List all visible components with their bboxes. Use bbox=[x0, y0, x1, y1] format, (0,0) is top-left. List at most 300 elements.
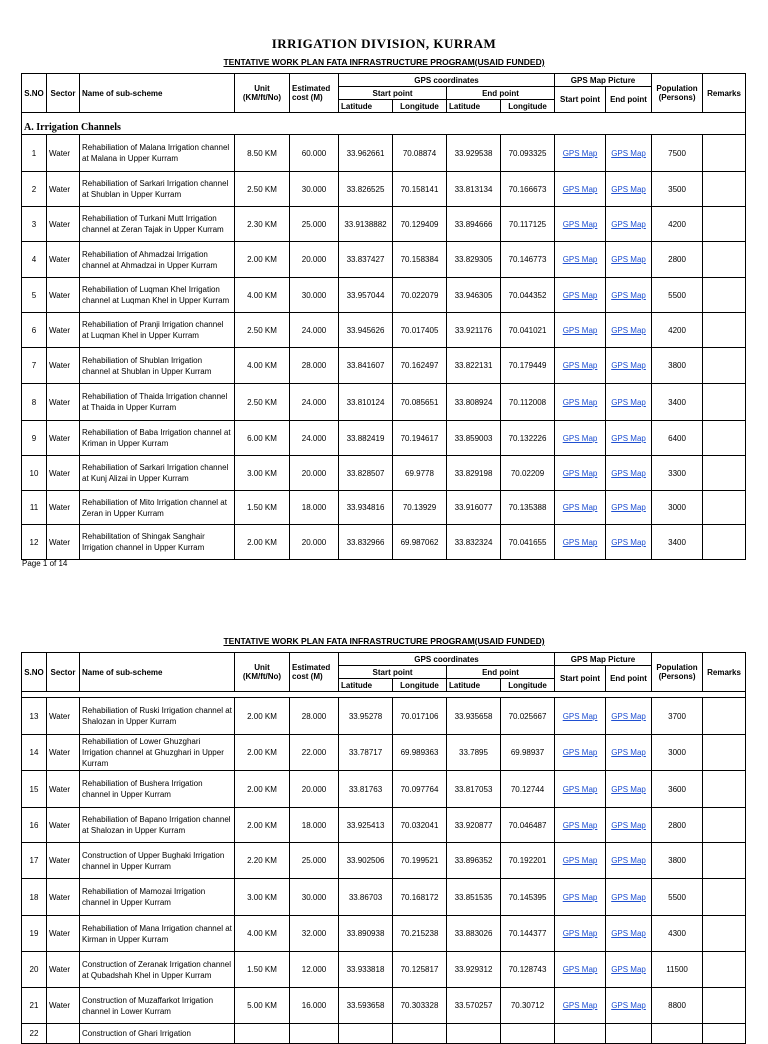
row-sno: 19 bbox=[22, 916, 47, 952]
row-population: 3000 bbox=[652, 491, 703, 525]
row-population: 5500 bbox=[652, 879, 703, 916]
row-map-end-cell bbox=[606, 491, 652, 525]
row-map-start-link[interactable]: GPS Map bbox=[562, 468, 598, 478]
row-end-lat: 33.808924 bbox=[447, 384, 501, 421]
row-end-lat: 33.851535 bbox=[447, 879, 501, 916]
row-cost: 30.000 bbox=[290, 879, 339, 916]
row-unit: 4.00 KM bbox=[235, 348, 290, 384]
row-map-start-cell bbox=[555, 843, 606, 879]
row-sector: Water bbox=[47, 771, 80, 808]
header-map-start: Start point bbox=[555, 87, 606, 113]
row-cost: 30.000 bbox=[290, 278, 339, 313]
row-start-lat: 33.78717 bbox=[339, 735, 393, 771]
table-row bbox=[22, 384, 746, 421]
row-end-lon bbox=[501, 1024, 555, 1044]
row-map-end-link[interactable]: GPS Map bbox=[611, 929, 646, 938]
row-cost: 20.000 bbox=[290, 771, 339, 808]
section-heading: A. Irrigation Channels bbox=[22, 121, 746, 135]
row-map-start-link[interactable]: GPS Map bbox=[562, 892, 598, 902]
table-row bbox=[22, 313, 746, 348]
row-name: Construction of Zeranak Irrigation channel at Qubadshah Khel in Upper Kurram bbox=[80, 952, 235, 988]
row-sno: 2 bbox=[22, 172, 47, 207]
row-name: Rehabiliation of Thaida Irrigation channel at Thaida in Upper Kurram bbox=[80, 384, 235, 421]
row-map-end-link[interactable]: GPS Map bbox=[611, 892, 646, 902]
row-map-start-cell bbox=[555, 916, 606, 952]
row-map-start-link[interactable]: GPS Map bbox=[562, 965, 598, 974]
row-population: 5500 bbox=[652, 278, 703, 313]
row-sector: Water bbox=[47, 952, 80, 988]
header-start-lat: Latitude bbox=[339, 679, 393, 692]
row-map-end-cell bbox=[606, 952, 652, 988]
row-sector: Water bbox=[47, 491, 80, 525]
row-map-end-cell bbox=[606, 771, 652, 808]
row-map-end-cell bbox=[606, 879, 652, 916]
table-row bbox=[22, 207, 746, 242]
row-unit bbox=[235, 1024, 290, 1044]
row-map-start-link[interactable]: GPS Map bbox=[562, 929, 598, 938]
row-sector: Water bbox=[47, 172, 80, 207]
row-map-start-link[interactable]: GPS Map bbox=[562, 856, 598, 865]
row-map-end-cell bbox=[606, 242, 652, 278]
row-map-start-cell bbox=[555, 172, 606, 207]
row-map-start-cell bbox=[555, 348, 606, 384]
row-population: 7500 bbox=[652, 135, 703, 172]
row-population: 2800 bbox=[652, 242, 703, 278]
row-sector: Water bbox=[47, 421, 80, 456]
row-remarks bbox=[703, 952, 746, 988]
row-unit: 8.50 KM bbox=[235, 135, 290, 172]
row-end-lat: 33.822131 bbox=[447, 348, 501, 384]
row-unit: 2.00 KM bbox=[235, 735, 290, 771]
row-unit: 3.00 KM bbox=[235, 879, 290, 916]
row-map-start-link[interactable]: GPS Map bbox=[562, 148, 598, 158]
row-cost: 25.000 bbox=[290, 207, 339, 242]
row-map-end-link[interactable]: GPS Map bbox=[611, 361, 646, 370]
row-start-lat: 33.828507 bbox=[339, 456, 393, 491]
row-end-lon: 70.12744 bbox=[501, 771, 555, 808]
row-name: Rehabiliation of Mamozai Irrigation channel in Upper Kurram bbox=[80, 879, 235, 916]
row-map-end-cell bbox=[606, 916, 652, 952]
row-map-start-link[interactable]: GPS Map bbox=[562, 748, 598, 757]
row-map-start-cell bbox=[555, 384, 606, 421]
row-sector: Water bbox=[47, 808, 80, 843]
row-name: Rehabiliation of Pranji Irrigation channel at Luqman Khel in Upper Kurram bbox=[80, 313, 235, 348]
row-remarks bbox=[703, 916, 746, 952]
header-sector: Sector bbox=[47, 653, 80, 692]
header-cost: Estimated cost (M) bbox=[290, 653, 339, 692]
row-cost bbox=[290, 1024, 339, 1044]
row-end-lat bbox=[447, 1024, 501, 1044]
header-end-point: End point bbox=[447, 87, 555, 100]
row-sector: Water bbox=[47, 735, 80, 771]
row-sector: Water bbox=[47, 843, 80, 879]
row-population: 6400 bbox=[652, 421, 703, 456]
row-map-end-cell bbox=[606, 843, 652, 879]
row-map-start-link[interactable]: GPS Map bbox=[562, 290, 598, 300]
row-map-start-link[interactable]: GPS Map bbox=[562, 537, 598, 547]
row-name: Rehabiliation of Lower Ghuzghari Irrigation channel at Ghuzghari in Upper Kurram bbox=[80, 735, 235, 771]
row-start-lat: 33.962661 bbox=[339, 135, 393, 172]
row-sno: 5 bbox=[22, 278, 47, 313]
row-map-end-link[interactable]: GPS Map bbox=[611, 856, 646, 865]
table-row bbox=[22, 421, 746, 456]
row-map-end-link[interactable]: GPS Map bbox=[611, 711, 646, 721]
row-map-start-cell bbox=[555, 952, 606, 988]
row-sno: 3 bbox=[22, 207, 47, 242]
row-end-lat: 33.829198 bbox=[447, 456, 501, 491]
row-map-end-link[interactable]: GPS Map bbox=[611, 184, 646, 194]
row-sector: Water bbox=[47, 698, 80, 735]
row-cost: 18.000 bbox=[290, 491, 339, 525]
row-end-lat: 33.935658 bbox=[447, 698, 501, 735]
row-map-start-cell bbox=[555, 735, 606, 771]
header-remarks: Remarks bbox=[703, 653, 746, 692]
row-map-end-cell bbox=[606, 172, 652, 207]
row-unit: 1.50 KM bbox=[235, 491, 290, 525]
row-map-start-cell bbox=[555, 988, 606, 1024]
row-end-lon: 70.046487 bbox=[501, 808, 555, 843]
header-end-lat: Latitude bbox=[447, 100, 501, 113]
row-name: Rehabiliation of Sarkari Irrigation channel at Shublan in Upper Kurram bbox=[80, 172, 235, 207]
row-start-lat: 33.86703 bbox=[339, 879, 393, 916]
row-sno: 18 bbox=[22, 879, 47, 916]
row-start-lon: 69.9778 bbox=[393, 456, 447, 491]
row-population: 3400 bbox=[652, 525, 703, 560]
header-name: Name of sub-scheme bbox=[80, 74, 235, 113]
row-population: 3500 bbox=[652, 172, 703, 207]
row-map-end-link[interactable]: GPS Map bbox=[611, 537, 646, 547]
row-end-lat: 33.894666 bbox=[447, 207, 501, 242]
row-remarks bbox=[703, 135, 746, 172]
row-unit: 3.00 KM bbox=[235, 456, 290, 491]
header-map: GPS Map Picture bbox=[555, 653, 652, 666]
row-cost: 12.000 bbox=[290, 952, 339, 988]
row-sno: 16 bbox=[22, 808, 47, 843]
row-start-lon: 70.022079 bbox=[393, 278, 447, 313]
row-name: Rehabiliation of Sarkari Irrigation channel at Kunj Alizai in Upper Kurram bbox=[80, 456, 235, 491]
row-start-lon: 70.303328 bbox=[393, 988, 447, 1024]
row-remarks bbox=[703, 698, 746, 735]
row-map-end-link[interactable]: GPS Map bbox=[611, 397, 646, 407]
row-remarks bbox=[703, 348, 746, 384]
row-start-lon: 70.032041 bbox=[393, 808, 447, 843]
row-map-end-link[interactable]: GPS Map bbox=[611, 433, 646, 443]
row-map-end-cell bbox=[606, 988, 652, 1024]
row-map-start-link[interactable]: GPS Map bbox=[562, 433, 598, 443]
row-map-end-link[interactable]: GPS Map bbox=[611, 784, 646, 794]
row-name: Construction of Upper Bughaki Irrigation channel in Upper Kurram bbox=[80, 843, 235, 879]
row-remarks bbox=[703, 172, 746, 207]
row-map-end-cell bbox=[606, 278, 652, 313]
header-population: Population (Persons) bbox=[652, 74, 703, 113]
row-sector bbox=[47, 1024, 80, 1044]
row-sector: Water bbox=[47, 242, 80, 278]
row-start-lon: 70.085651 bbox=[393, 384, 447, 421]
row-start-lon: 70.017405 bbox=[393, 313, 447, 348]
row-cost: 22.000 bbox=[290, 735, 339, 771]
header-start-lon: Longitude bbox=[393, 679, 447, 692]
table-row bbox=[22, 879, 746, 916]
row-start-lat: 33.902506 bbox=[339, 843, 393, 879]
header-remarks: Remarks bbox=[703, 74, 746, 113]
row-population: 3400 bbox=[652, 384, 703, 421]
table-row bbox=[22, 491, 746, 525]
row-unit: 2.20 KM bbox=[235, 843, 290, 879]
row-cost: 25.000 bbox=[290, 843, 339, 879]
page2-subtitle: TENTATIVE WORK PLAN FATA INFRASTRUCTURE PROGRAM(USAID FUNDED) bbox=[223, 636, 545, 646]
row-unit: 6.00 KM bbox=[235, 421, 290, 456]
row-end-lon: 70.30712 bbox=[501, 988, 555, 1024]
row-end-lat: 33.929312 bbox=[447, 952, 501, 988]
row-map-start-cell bbox=[555, 491, 606, 525]
row-cost: 20.000 bbox=[290, 525, 339, 560]
row-end-lon: 70.135388 bbox=[501, 491, 555, 525]
row-end-lon: 70.179449 bbox=[501, 348, 555, 384]
row-remarks bbox=[703, 421, 746, 456]
row-end-lat: 33.7895 bbox=[447, 735, 501, 771]
row-start-lat: 33.837427 bbox=[339, 242, 393, 278]
row-cost: 24.000 bbox=[290, 313, 339, 348]
row-name: Rehabiliation of Mito Irrigation channel at Zeran in Upper Kurram bbox=[80, 491, 235, 525]
row-start-lon: 69.987062 bbox=[393, 525, 447, 560]
row-start-lon: 70.158384 bbox=[393, 242, 447, 278]
row-start-lat: 33.925413 bbox=[339, 808, 393, 843]
row-map-start-link[interactable]: GPS Map bbox=[562, 255, 598, 264]
row-population bbox=[652, 1024, 703, 1044]
row-end-lon: 70.132226 bbox=[501, 421, 555, 456]
row-map-start-link[interactable]: GPS Map bbox=[562, 361, 598, 370]
row-map-end-link[interactable]: GPS Map bbox=[611, 820, 646, 830]
row-sector: Water bbox=[47, 348, 80, 384]
row-sno: 17 bbox=[22, 843, 47, 879]
row-end-lon: 70.041655 bbox=[501, 525, 555, 560]
page1-table bbox=[21, 73, 746, 560]
row-sector: Water bbox=[47, 135, 80, 172]
row-end-lat: 33.832324 bbox=[447, 525, 501, 560]
header-gps: GPS coordinates bbox=[339, 74, 555, 87]
row-map-start-cell bbox=[555, 698, 606, 735]
page1-subtitle: TENTATIVE WORK PLAN FATA INFRASTRUCTURE PROGRAM(USAID FUNDED) bbox=[223, 57, 545, 67]
row-cost: 60.000 bbox=[290, 135, 339, 172]
row-end-lat: 33.916077 bbox=[447, 491, 501, 525]
row-cost: 18.000 bbox=[290, 808, 339, 843]
row-name: Rehabilitation of Shingak Sanghair Irrigation channel in Upper Kurram bbox=[80, 525, 235, 560]
row-sector: Water bbox=[47, 207, 80, 242]
row-map-start-cell bbox=[555, 771, 606, 808]
row-end-lon: 70.044352 bbox=[501, 278, 555, 313]
row-name: Rehabiliation of Ruski Irrigation channel at Shalozan in Upper Kurram bbox=[80, 698, 235, 735]
header-start-lat: Latitude bbox=[339, 100, 393, 113]
row-remarks bbox=[703, 525, 746, 560]
row-map-end-link[interactable]: GPS Map bbox=[611, 290, 646, 300]
row-end-lon: 70.128743 bbox=[501, 952, 555, 988]
table-row bbox=[22, 278, 746, 313]
row-name: Rehabiliation of Baba Irrigation channel at Kriman in Upper Kurram bbox=[80, 421, 235, 456]
row-map-end-link[interactable]: GPS Map bbox=[611, 503, 646, 512]
row-population: 8800 bbox=[652, 988, 703, 1024]
table-row bbox=[22, 952, 746, 988]
row-end-lat: 33.929538 bbox=[447, 135, 501, 172]
row-start-lat: 33.9138882 bbox=[339, 207, 393, 242]
row-start-lon: 70.168172 bbox=[393, 879, 447, 916]
row-sno: 6 bbox=[22, 313, 47, 348]
row-population: 3000 bbox=[652, 735, 703, 771]
row-map-start-link[interactable]: GPS Map bbox=[562, 820, 598, 830]
row-map-start-cell bbox=[555, 879, 606, 916]
header-start-point: Start point bbox=[339, 87, 447, 100]
row-map-end-cell bbox=[606, 384, 652, 421]
row-population: 3700 bbox=[652, 698, 703, 735]
row-map-start-link[interactable]: GPS Map bbox=[562, 711, 598, 721]
row-name: Construction of Muzaffarkot Irrigation channel in Lower Kurram bbox=[80, 988, 235, 1024]
row-end-lat: 33.817053 bbox=[447, 771, 501, 808]
row-cost: 28.000 bbox=[290, 348, 339, 384]
row-unit: 2.00 KM bbox=[235, 525, 290, 560]
header-map: GPS Map Picture bbox=[555, 74, 652, 87]
table-row bbox=[22, 348, 746, 384]
row-sector: Water bbox=[47, 916, 80, 952]
header-sno: S.NO bbox=[22, 653, 47, 692]
row-start-lon: 70.125817 bbox=[393, 952, 447, 988]
header-population: Population (Persons) bbox=[652, 653, 703, 692]
table-row bbox=[22, 916, 746, 952]
row-end-lon: 70.02209 bbox=[501, 456, 555, 491]
row-end-lon: 70.117125 bbox=[501, 207, 555, 242]
table-row bbox=[22, 456, 746, 491]
row-start-lon: 70.194617 bbox=[393, 421, 447, 456]
row-cost: 24.000 bbox=[290, 384, 339, 421]
row-unit: 2.00 KM bbox=[235, 242, 290, 278]
row-start-lat: 33.832966 bbox=[339, 525, 393, 560]
table-row bbox=[22, 242, 746, 278]
row-name: Rehabiliation of Ahmadzai Irrigation channel at Ahmadzai in Upper Kurram bbox=[80, 242, 235, 278]
row-map-start-link[interactable]: GPS Map bbox=[562, 219, 598, 229]
row-end-lon: 70.025667 bbox=[501, 698, 555, 735]
row-remarks bbox=[703, 808, 746, 843]
row-end-lon: 70.166673 bbox=[501, 172, 555, 207]
header-start-point: Start point bbox=[339, 666, 447, 679]
row-map-start-cell bbox=[555, 808, 606, 843]
row-map-start-link[interactable]: GPS Map bbox=[562, 397, 598, 407]
row-start-lat: 33.95278 bbox=[339, 698, 393, 735]
header-end-lon: Longitude bbox=[501, 100, 555, 113]
row-population: 3800 bbox=[652, 348, 703, 384]
row-map-end-cell bbox=[606, 348, 652, 384]
row-sno: 8 bbox=[22, 384, 47, 421]
row-start-lon bbox=[393, 1024, 447, 1044]
row-map-end-link[interactable]: GPS Map bbox=[611, 965, 646, 974]
row-map-end-link[interactable]: GPS Map bbox=[611, 148, 646, 158]
row-map-start-link[interactable]: GPS Map bbox=[562, 784, 598, 794]
row-map-start-cell bbox=[555, 313, 606, 348]
row-name: Rehabiliation of Shublan Irrigation channel at Shublan in Upper Kurram bbox=[80, 348, 235, 384]
row-start-lon: 70.13929 bbox=[393, 491, 447, 525]
row-end-lon: 70.041021 bbox=[501, 313, 555, 348]
row-map-start-link[interactable]: GPS Map bbox=[562, 325, 598, 335]
row-remarks bbox=[703, 207, 746, 242]
row-name: Construction of Ghari Irrigation bbox=[80, 1024, 235, 1044]
row-remarks bbox=[703, 313, 746, 348]
row-map-end-cell bbox=[606, 735, 652, 771]
row-map-end-link[interactable]: GPS Map bbox=[611, 468, 646, 478]
row-population: 4200 bbox=[652, 313, 703, 348]
table-row bbox=[22, 843, 746, 879]
row-end-lon: 70.145395 bbox=[501, 879, 555, 916]
row-map-end-link[interactable]: GPS Map bbox=[611, 748, 646, 757]
row-end-lon: 70.144377 bbox=[501, 916, 555, 952]
row-remarks bbox=[703, 242, 746, 278]
row-map-start-link[interactable]: GPS Map bbox=[562, 184, 598, 194]
row-sno: 11 bbox=[22, 491, 47, 525]
row-map-start-cell bbox=[555, 242, 606, 278]
row-start-lon: 70.08874 bbox=[393, 135, 447, 172]
row-start-lat: 33.810124 bbox=[339, 384, 393, 421]
row-population: 3600 bbox=[652, 771, 703, 808]
row-sno: 15 bbox=[22, 771, 47, 808]
row-start-lon: 70.158141 bbox=[393, 172, 447, 207]
row-sector: Water bbox=[47, 525, 80, 560]
row-start-lon: 69.989363 bbox=[393, 735, 447, 771]
row-map-end-link[interactable]: GPS Map bbox=[611, 255, 646, 264]
row-map-start-cell bbox=[555, 278, 606, 313]
row-start-lat: 33.826525 bbox=[339, 172, 393, 207]
row-end-lat: 33.946305 bbox=[447, 278, 501, 313]
row-start-lon: 70.129409 bbox=[393, 207, 447, 242]
row-map-start-cell bbox=[555, 525, 606, 560]
row-map-start-link[interactable]: GPS Map bbox=[562, 503, 598, 512]
header-map-start: Start point bbox=[555, 666, 606, 692]
row-sno: 13 bbox=[22, 698, 47, 735]
row-end-lon: 70.146773 bbox=[501, 242, 555, 278]
row-cost: 32.000 bbox=[290, 916, 339, 952]
row-map-end-cell bbox=[606, 525, 652, 560]
row-map-end-link[interactable]: GPS Map bbox=[611, 219, 646, 229]
row-unit: 4.00 KM bbox=[235, 278, 290, 313]
row-name: Rehabiliation of Bushera Irrigation channel in Upper Kurram bbox=[80, 771, 235, 808]
row-population: 4300 bbox=[652, 916, 703, 952]
document-title: IRRIGATION DIVISION, KURRAM bbox=[271, 36, 497, 51]
header-start-lon: Longitude bbox=[393, 100, 447, 113]
row-remarks bbox=[703, 456, 746, 491]
row-map-end-link[interactable]: GPS Map bbox=[611, 325, 646, 335]
row-unit: 5.00 KM bbox=[235, 988, 290, 1024]
row-sector: Water bbox=[47, 988, 80, 1024]
row-sno: 4 bbox=[22, 242, 47, 278]
row-sno: 22 bbox=[22, 1024, 47, 1044]
header-sector: Sector bbox=[47, 74, 80, 113]
row-name: Rehabiliation of Bapano Irrigation channel at Shalozan in Upper Kurram bbox=[80, 808, 235, 843]
row-map-start-link[interactable]: GPS Map bbox=[562, 1001, 598, 1010]
table-row bbox=[22, 525, 746, 560]
row-remarks bbox=[703, 843, 746, 879]
row-sno: 1 bbox=[22, 135, 47, 172]
row-unit: 2.50 KM bbox=[235, 384, 290, 421]
row-population: 3300 bbox=[652, 456, 703, 491]
row-remarks bbox=[703, 491, 746, 525]
table-row bbox=[22, 808, 746, 843]
row-remarks bbox=[703, 1024, 746, 1044]
row-remarks bbox=[703, 988, 746, 1024]
row-map-start-cell bbox=[555, 1024, 606, 1044]
row-start-lon: 70.162497 bbox=[393, 348, 447, 384]
row-end-lat: 33.883026 bbox=[447, 916, 501, 952]
row-sno: 12 bbox=[22, 525, 47, 560]
row-sector: Water bbox=[47, 313, 80, 348]
row-remarks bbox=[703, 384, 746, 421]
row-map-end-link[interactable]: GPS Map bbox=[611, 1001, 646, 1010]
row-map-start-cell bbox=[555, 207, 606, 242]
row-unit: 4.00 KM bbox=[235, 916, 290, 952]
